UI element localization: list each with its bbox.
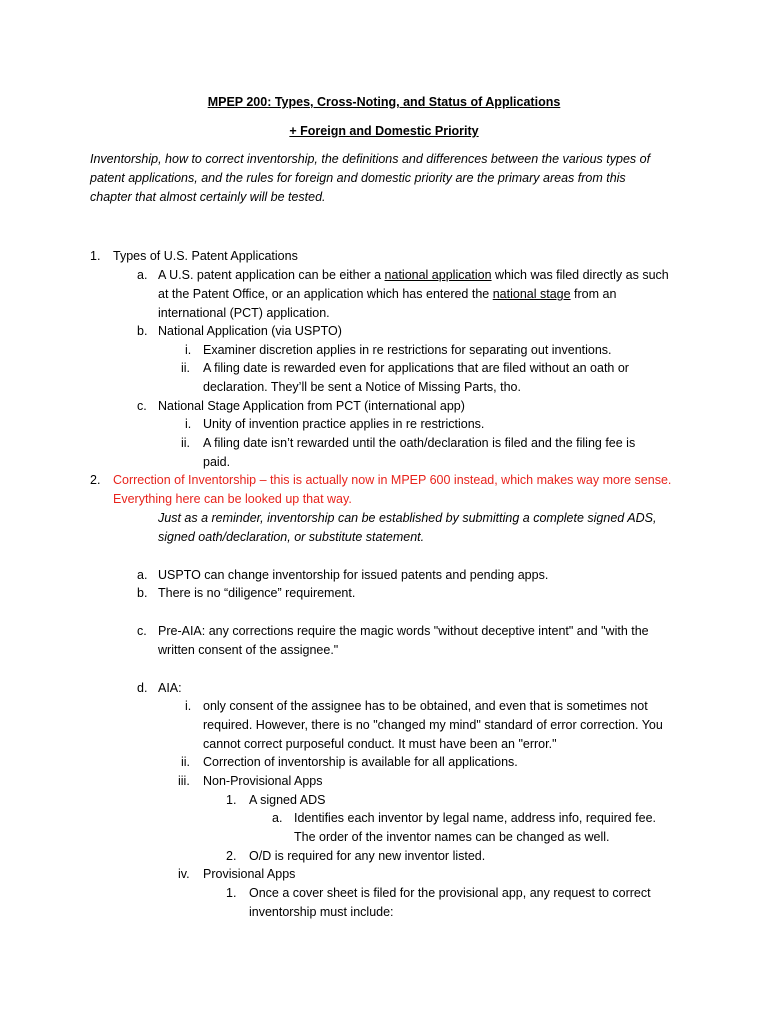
list-item-continuation: cannot correct purposeful conduct. It must have been an "error." <box>203 737 557 751</box>
list-item: National Stage Application from PCT (international app) <box>158 399 465 413</box>
doc-title: MPEP 200: Types, Cross-Noting, and Status of Applications <box>207 95 561 109</box>
text-span: at the Patent Office, or an application which has entered the <box>158 287 493 301</box>
section-heading: Correction of Inventorship – this is actually now in MPEP 600 instead, which makes way more sense. <box>113 473 672 487</box>
intro-line-2: patent applications, and the rules for foreign and domestic priority are the primary areas from this <box>90 171 626 185</box>
list-marker: a. <box>137 568 148 582</box>
list-marker: ii. <box>181 436 191 450</box>
list-item: Pre-AIA: any corrections require the magic words "without deceptive intent" and "with the <box>158 624 649 638</box>
list-item-continuation: international (PCT) application. <box>158 306 330 320</box>
intro-line-3: chapter that almost certainly will be tested. <box>90 190 326 204</box>
list-item-continuation: required. However, there is no "changed my mind" standard of error correction. You <box>203 718 663 732</box>
doc-subtitle: + Foreign and Domestic Priority <box>289 124 479 138</box>
list-item-continuation: inventorship must include: <box>249 905 394 919</box>
list-marker: c. <box>137 624 147 638</box>
list-item <box>158 266 669 284</box>
list-item-continuation: The order of the inventor names can be changed as well. <box>294 830 610 844</box>
text-span: from an <box>570 287 617 301</box>
list-item: There is no “diligence” requirement. <box>158 586 356 600</box>
section-heading: Types of U.S. Patent Applications <box>113 249 298 263</box>
list-item: Correction of inventorship is available for all applications. <box>203 755 518 769</box>
list-item: AIA: <box>158 681 182 695</box>
reminder-note: Just as a reminder, inventorship can be established by submitting a complete signed ADS, <box>158 511 657 525</box>
text-span: which was filed directly as such <box>491 268 669 282</box>
list-item: A signed ADS <box>249 793 326 807</box>
list-marker: i. <box>185 343 192 357</box>
list-item: National Application (via USPTO) <box>158 324 342 338</box>
underlined-term: national application <box>384 268 492 282</box>
list-marker: b. <box>137 586 148 600</box>
list-item: Examiner discretion applies in re restrictions for separating out inventions. <box>203 343 612 357</box>
list-marker: b. <box>137 324 148 338</box>
list-item: Identifies each inventor by legal name, address info, required fee. <box>294 811 657 825</box>
list-marker: 1. <box>226 886 237 900</box>
list-marker: i. <box>185 699 192 713</box>
list-marker: iii. <box>178 774 190 788</box>
list-item: A filing date is rewarded even for applications that are filed without an oath or <box>203 361 629 375</box>
list-item-continuation: paid. <box>203 455 231 469</box>
list-marker: ii. <box>181 361 191 375</box>
list-marker: iv. <box>178 867 190 881</box>
list-item: Once a cover sheet is filed for the provisional app, any request to correct <box>249 886 651 900</box>
list-marker: c. <box>137 399 147 413</box>
underlined-term: national stage <box>492 287 571 301</box>
list-marker: 2. <box>90 473 101 487</box>
list-marker: 1. <box>90 249 101 263</box>
list-item: Provisional Apps <box>203 867 296 881</box>
list-item: Non-Provisional Apps <box>203 774 323 788</box>
list-marker: a. <box>272 811 283 825</box>
list-marker: 1. <box>226 793 237 807</box>
list-marker: i. <box>185 417 192 431</box>
list-marker: 2. <box>226 849 237 863</box>
list-item-continuation: declaration. They’ll be sent a Notice of Missing Parts, tho. <box>203 380 521 394</box>
section-heading-continuation: Everything here can be looked up that way. <box>113 492 352 506</box>
list-item-continuation: written consent of the assignee." <box>158 643 339 657</box>
reminder-note: signed oath/declaration, or substitute statement. <box>158 530 425 544</box>
list-item: USPTO can change inventorship for issued patents and pending apps. <box>158 568 549 582</box>
list-marker: ii. <box>181 755 191 769</box>
list-item: only consent of the assignee has to be obtained, and even that is sometimes not <box>203 699 648 713</box>
list-item-continuation <box>158 285 616 303</box>
text-span: A U.S. patent application can be either a <box>158 268 385 282</box>
list-marker: d. <box>137 681 148 695</box>
list-item: A filing date isn’t rewarded until the oath/declaration is filed and the filing fee is <box>203 436 636 450</box>
intro-line-1: Inventorship, how to correct inventorship, the definitions and differences between the various types of <box>90 152 651 166</box>
list-item: Unity of invention practice applies in re restrictions. <box>203 417 485 431</box>
list-marker: a. <box>137 268 148 282</box>
list-item: O/D is required for any new inventor listed. <box>249 849 486 863</box>
